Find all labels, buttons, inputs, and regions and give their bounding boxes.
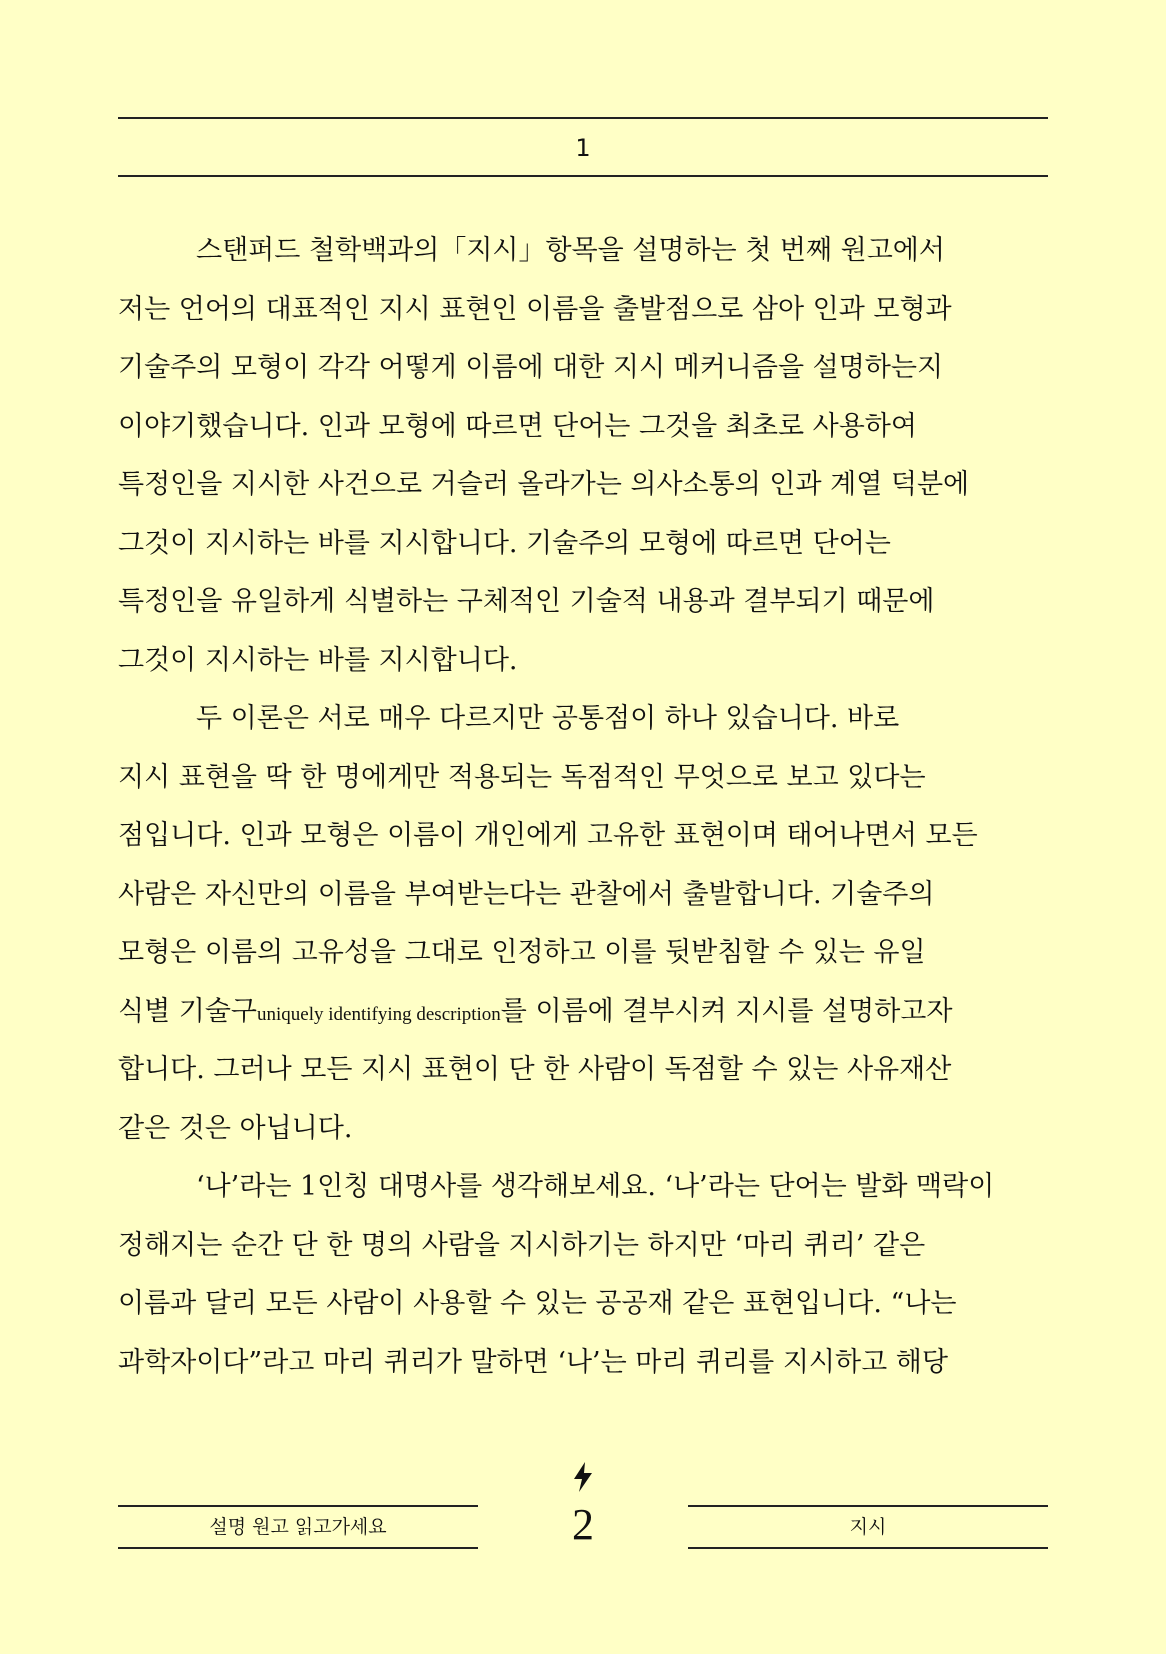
- body-line-text: 특정인을 유일하게 식별하는 구체적인 기술적 내용과 결부되기 때문에: [118, 586, 935, 617]
- body-line-text: 그것이 지시하는 바를 지시합니다. 기술주의 모형에 따르면 단어는: [118, 527, 891, 559]
- body-line: [118, 749, 1048, 808]
- body-line-text: 같은 것은 아닙니다.: [118, 1112, 353, 1144]
- body-line: [118, 807, 1048, 866]
- footer-previous-section-link[interactable]: 설명 원고 읽고가세요: [118, 1505, 478, 1549]
- body-line-text: 저는 언어의 대표적인 지시 표현인 이름을 출발점으로 삼아 인과 모형과: [118, 293, 952, 325]
- body-line: [118, 573, 1048, 632]
- body-line: [118, 632, 1048, 691]
- body-line: [118, 1158, 1048, 1217]
- page-number: 1: [575, 134, 591, 162]
- body-line: [118, 924, 1048, 983]
- footer-next-page-number[interactable]: 2: [572, 1500, 594, 1549]
- lightning-bolt-icon: [571, 1462, 595, 1492]
- body-line-text: ‘나’라는 1인칭 대명사를 생각해보세요. ‘나’라는 단어는 발화 맥락이: [196, 1171, 995, 1202]
- header-rule-bottom: [118, 175, 1048, 177]
- body-line: [118, 1334, 1048, 1393]
- body-line-text: 스탠퍼드 철학백과의「지시」항목을 설명하는 첫 번째 원고에서: [196, 235, 945, 266]
- body-line: [118, 339, 1048, 398]
- body-line-text: 사람은 자신만의 이름을 부여받는다는 관찰에서 출발합니다. 기술주의: [118, 878, 935, 910]
- body-line-text: 합니다. 그러나 모든 지시 표현이 단 한 사람이 독점할 수 있는 사유재산: [118, 1054, 952, 1085]
- body-line-text: 기술주의 모형이 각각 어떻게 이름에 대한 지시 메커니즘을 설명하는지: [118, 352, 944, 383]
- body-line: [118, 281, 1048, 340]
- body-line: [118, 983, 1048, 1042]
- body-line-text: 점입니다. 인과 모형은 이름이 개인에게 고유한 표현이며 태어나면서 모든: [118, 820, 978, 851]
- body-line: [118, 1041, 1048, 1100]
- header-rule-top: [118, 117, 1048, 119]
- body-text: [118, 222, 1048, 1392]
- body-line: [118, 222, 1048, 281]
- body-line-text: 이름과 달리 모든 사람이 사용할 수 있는 공공재 같은 표현입니다. “나는: [118, 1288, 957, 1319]
- body-line: [118, 1217, 1048, 1276]
- body-line-text: 두 이론은 서로 매우 다르지만 공통점이 하나 있습니다. 바로: [196, 703, 900, 734]
- body-line: [118, 398, 1048, 457]
- body-line: [118, 456, 1048, 515]
- body-line-text: 정해지는 순간 단 한 명의 사람을 지시하기는 하지만 ‘마리 퀴리’ 같은: [118, 1229, 926, 1261]
- body-line: [118, 515, 1048, 574]
- body-line-text: 과학자이다”라고 마리 퀴리가 말하면 ‘나’는 마리 퀴리를 지시하고 해당: [118, 1346, 948, 1378]
- body-line-text: 이야기했습니다. 인과 모형에 따르면 단어는 그것을 최초로 사용하여: [118, 410, 917, 442]
- body-line-text: 식별 기술구: [118, 995, 257, 1027]
- footer-section-title: 지시: [688, 1505, 1048, 1549]
- body-line-text: 모형은 이름의 고유성을 그대로 인정하고 이를 뒷받침할 수 있는 유일: [118, 937, 926, 968]
- body-line: [118, 866, 1048, 925]
- body-line-text: 그것이 지시하는 바를 지시합니다.: [118, 644, 518, 676]
- body-line-text: 지시 표현을 딱 한 명에게만 적용되는 독점적인 무엇으로 보고 있다는: [118, 761, 926, 793]
- english-gloss: uniquely identifying description: [257, 1003, 501, 1025]
- body-line: [118, 1100, 1048, 1159]
- body-line-text: 특정인을 지시한 사건으로 거슬러 올라가는 의사소통의 인과 계열 덕분에: [118, 469, 970, 500]
- body-line-text-continued: 를 이름에 결부시켜 지시를 설명하고자: [500, 995, 953, 1027]
- body-line: [118, 690, 1048, 749]
- body-line: [118, 1275, 1048, 1334]
